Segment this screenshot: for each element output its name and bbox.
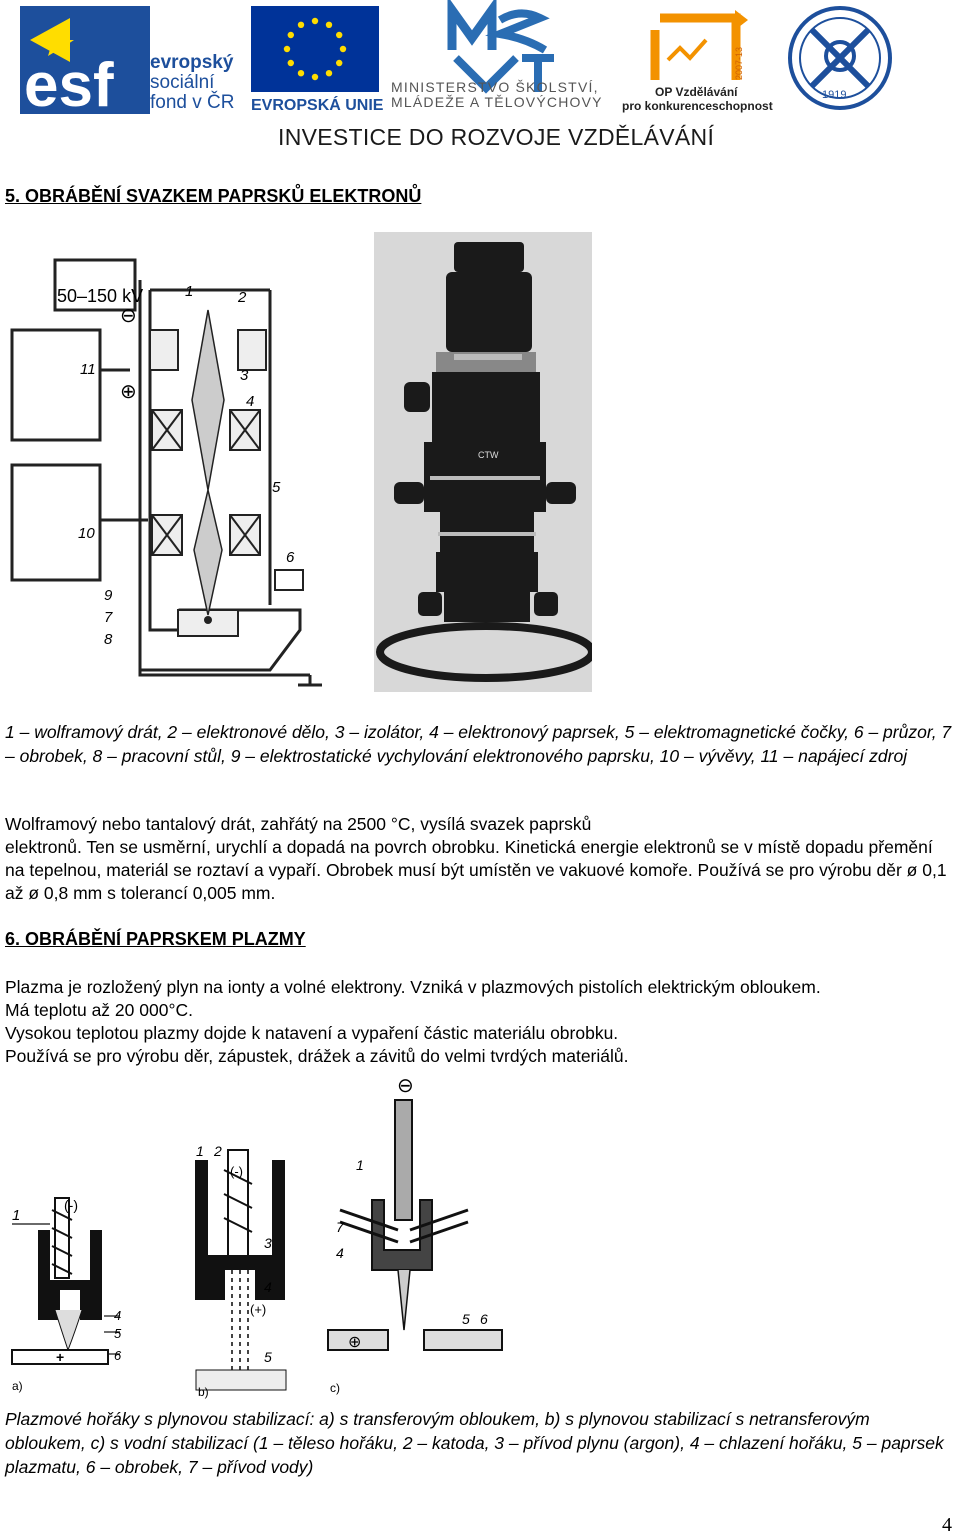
torch-a-minus: (-) — [64, 1197, 78, 1213]
torch-b-label-3: 3 — [264, 1235, 272, 1251]
torch-a-label-5: 5 — [114, 1326, 122, 1341]
plus-terminal: ⊕ — [120, 381, 137, 403]
msmt-line1: MINISTERSTVO ŠKOLSTVÍ, — [391, 79, 599, 95]
section6-caption: Plazmové hořáky s plynovou stabilizací: a) s transferovým obloukem, b) s plynovou stabilizací s netransferovým obloukem, c) s vodní stabilizací (1 – těleso hořáku, 2 – katoda, 3 – přívod plynu (argon), 4 – chlazení hořáku, 5 – paprsek plazmatu, 6 – obrobek, 7 – přívod vody) — [5, 1409, 944, 1477]
electron-beam-schematic — [0, 230, 360, 700]
esf-line2: sociální — [150, 72, 215, 93]
torch-b-label-5: 5 — [264, 1349, 272, 1365]
torch-c-tag: c) — [330, 1381, 340, 1395]
op-line2: pro konkurenceschopnost — [622, 99, 773, 113]
torch-b-label-1: 1 — [196, 1143, 204, 1159]
eu-star — [326, 22, 332, 28]
torch-c-label-7: 7 — [336, 1219, 344, 1235]
seal-year: 1919 — [822, 89, 847, 101]
esf-line3: fond v ČR — [150, 92, 235, 113]
eu-star — [336, 32, 342, 38]
school-seal-logo — [790, 8, 890, 108]
label-11: 11 — [80, 361, 96, 378]
esf-line1: evropský — [150, 52, 234, 73]
eu-logo — [251, 6, 384, 114]
torch-c-label-6: 6 — [480, 1311, 488, 1327]
minus-terminal: ⊖ — [120, 305, 137, 327]
eu-star — [284, 46, 290, 52]
section6-title: 6. OBRÁBĚNÍ PAPRSKEM PLAZMY — [5, 929, 306, 949]
torch-b-label-2: 2 — [214, 1143, 222, 1159]
eu-label: EVROPSKÁ UNIE — [251, 97, 384, 114]
section6-line2: Má teplotu až 20 000°C. — [5, 1000, 193, 1020]
section6-line4: Používá se pro výrobu děr, zápustek, drážek a závitů do velmi tvrdých materiálů. — [5, 1046, 629, 1066]
label-5: 5 — [272, 479, 281, 496]
msmt-logo — [391, 10, 603, 110]
op-years: 2007-13 — [734, 46, 744, 80]
eu-star — [288, 32, 294, 38]
header-logos — [0, 0, 960, 180]
torch-c-label-1: 1 — [356, 1157, 364, 1173]
section5-title: 5. OBRÁBĚNÍ SVAZKEM PAPRSKŮ ELEKTRONŮ — [5, 186, 422, 206]
torch-a-tag: a) — [12, 1379, 23, 1393]
label-1: 1 — [185, 283, 194, 300]
page-number: 4 — [942, 1514, 952, 1536]
section5-para1: Wolframový nebo tantalový drát, zahřátý na 2500 °C, vysílá svazek paprsků — [5, 814, 592, 834]
label-2: 2 — [238, 289, 247, 306]
eu-star — [312, 74, 318, 80]
section6-paragraph — [5, 976, 957, 1068]
eu-star — [288, 60, 294, 66]
torch-b-label-4: 4 — [264, 1279, 272, 1295]
section5-para2: elektronů. Ten se usměrní, urychlí a dopadá na povrch obrobku. Kinetická energie elektronů se v místě dopadu přemění na tepelnou, materiál se roztaví a vypaří. Obrobek musí být umístěn ve vakuové komoře. Používá se pro výrobu děr ø 0,1 až ø 0,8 mm s tolerancí 0,005 mm. — [5, 837, 947, 903]
torch-b-plus: (+) — [250, 1302, 267, 1317]
eu-star — [340, 46, 346, 52]
label-10: 10 — [78, 525, 95, 542]
section6-line1: Plazma je rozložený plyn na ionty a volné elektrony. Vzniká v plazmových pistolích elektrickým obloukem. — [5, 977, 821, 997]
torch-a-label-4: 4 — [114, 1308, 122, 1323]
torch-b — [195, 1143, 286, 1399]
torch-b-minus: (-) — [230, 1164, 243, 1179]
device-label: CTW — [478, 450, 499, 460]
section5-caption: 1 – wolframový drát, 2 – elektronové dělo, 3 – izolátor, 4 – elektronový paprsek, 5 – elektromagnetické čočky, 6 – průzor, 7 – obrobek, 8 – pracovní stůl, 9 – elektrostatické vychylování elektronového paprsku, 10 – vývěvy, 11 – napájecí zdroj — [5, 722, 952, 766]
torch-c — [328, 1075, 502, 1395]
section6-line3: Vysokou teplotou plazmy dojde k natavení a vypaření částic materiálu obrobku. — [5, 1023, 619, 1043]
msmt-line2: MLÁDEŽE A TĚLOVÝCHOVY — [391, 94, 603, 110]
plasma-torch-diagrams — [0, 1070, 540, 1410]
torch-c-label-5: 5 — [462, 1311, 470, 1327]
torch-c-label-4: 4 — [336, 1245, 344, 1261]
voltage-label: 50–150 kV — [57, 286, 144, 306]
label-8: 8 — [104, 631, 113, 648]
op-logo — [622, 10, 773, 113]
eu-star — [298, 70, 304, 76]
eu-star — [312, 18, 318, 24]
label-3: 3 — [240, 367, 249, 384]
electron-beam-machine-photo — [374, 232, 592, 692]
op-line1: OP Vzdělávání — [655, 85, 738, 99]
torch-c-plus: ⊕ — [348, 1334, 362, 1351]
esf-logo — [20, 6, 234, 120]
label-9: 9 — [104, 587, 113, 604]
torch-a-label-6: 6 — [114, 1348, 122, 1363]
eu-star — [326, 70, 332, 76]
torch-a-plus: + — [56, 1349, 65, 1365]
torch-a-label-1: 1 — [12, 1207, 21, 1224]
label-4: 4 — [246, 393, 255, 410]
investice-heading: INVESTICE DO ROZVOJE VZDĚLÁVÁNÍ — [278, 124, 715, 150]
torch-a — [12, 1197, 122, 1393]
label-6: 6 — [286, 549, 295, 566]
label-7: 7 — [104, 609, 113, 626]
esf-big-text: esf — [24, 51, 114, 120]
section5-paragraph — [5, 813, 957, 905]
torch-c-minus: ⊖ — [397, 1075, 414, 1097]
torch-b-tag: b) — [198, 1385, 209, 1399]
eu-star — [298, 22, 304, 28]
eu-star — [336, 60, 342, 66]
